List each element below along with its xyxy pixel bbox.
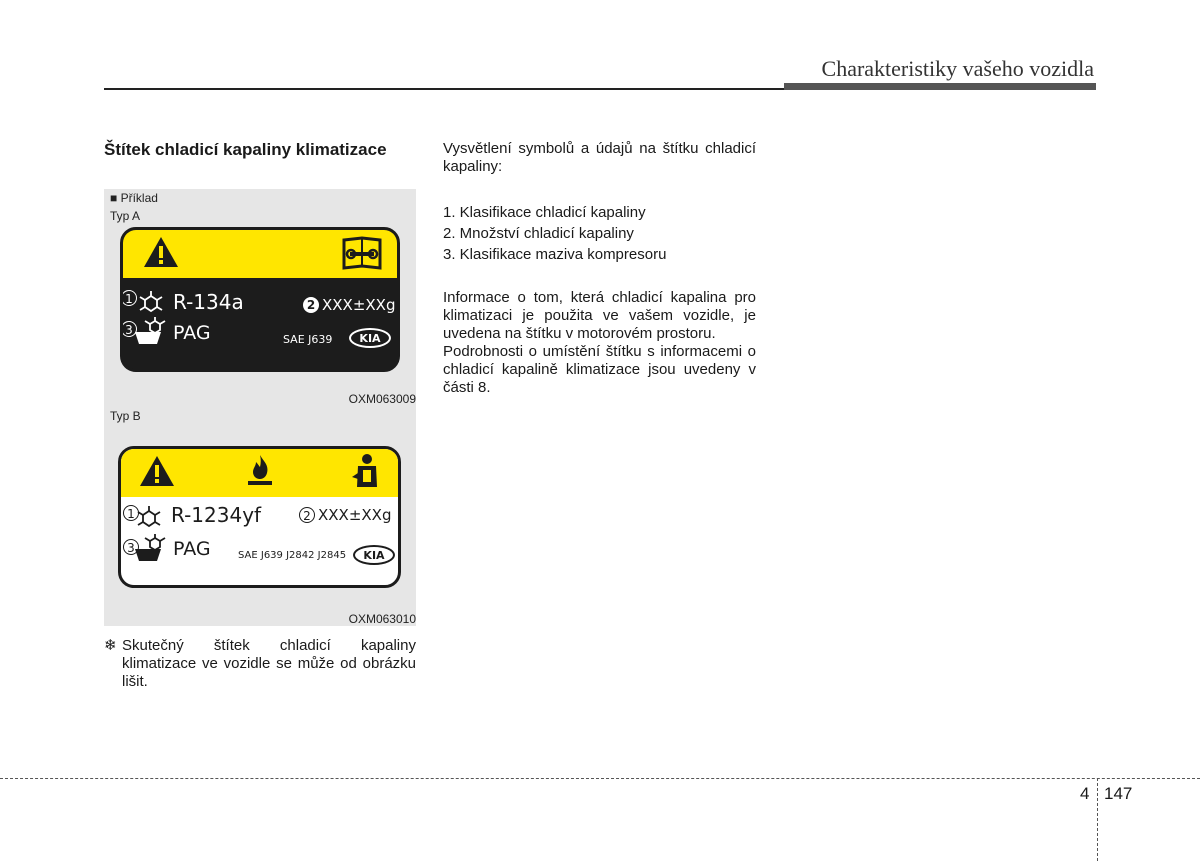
- footnote-text: Skutečný štítek chladicí kapaliny klimatizace ve vozidle se může od obrázku lišit.: [122, 637, 416, 690]
- refrigerant-amount: XXX±XXg: [322, 296, 396, 314]
- figure-code-a: OXM063009: [348, 392, 416, 406]
- oil-type: PAG: [173, 322, 211, 344]
- paragraph-location: Informace o tom, která chladicí kapalina pro klimatizaci je použita ve vašem vozidle, je uvedena na štítku v motorovém prostoru.: [443, 289, 756, 342]
- service-manual-icon: [341, 234, 383, 272]
- sae-standard: SAE J639 J2842 J2845: [238, 550, 347, 561]
- header-title: Charakteristiky vašeho vozidla: [821, 56, 1094, 81]
- callout-3: 3: [121, 321, 137, 337]
- refrigerant-icon: [135, 505, 163, 531]
- label-type-a: [120, 227, 400, 372]
- footer-rule: [0, 778, 1200, 779]
- figure-panel: [104, 189, 416, 626]
- label-type-b: [118, 446, 401, 588]
- kia-logo: KIA: [353, 545, 395, 565]
- page-number: 147: [1104, 784, 1133, 803]
- callout-1: 1: [121, 290, 137, 306]
- refrigerant-icon: [137, 290, 165, 316]
- list-item: 3. Klasifikace maziva kompresoru: [443, 246, 667, 263]
- callout-1: 1: [123, 505, 139, 521]
- compressor-oil-icon: [131, 316, 171, 346]
- figure-code-b: OXM063010: [348, 612, 416, 626]
- callout-2: 2: [299, 507, 315, 523]
- explanation-intro: Vysvětlení symbolů a údajů na štítku chladicí kapaliny:: [443, 140, 756, 175]
- explanation-list: [443, 202, 756, 265]
- label-warning-band: [123, 230, 397, 278]
- refrigerant-type: R-134a: [173, 290, 244, 314]
- sae-standard: SAE J639: [283, 333, 333, 346]
- footer-divider: [1097, 778, 1098, 861]
- explanation-paragraphs: [443, 289, 756, 397]
- snowflake-icon: ❄: [104, 637, 117, 654]
- header-rule-accent: [784, 83, 1096, 90]
- list-item: 1. Klasifikace chladicí kapaliny: [443, 204, 646, 221]
- label-warning-band: [121, 449, 398, 497]
- compressor-oil-icon: [131, 533, 171, 563]
- chapter-number: 4: [1080, 784, 1090, 803]
- qualified-technician-icon: [350, 453, 380, 489]
- oil-type: PAG: [173, 538, 211, 560]
- type-a-caption: Typ A: [110, 209, 141, 223]
- refrigerant-amount: XXX±XXg: [318, 506, 392, 524]
- example-label: ■ Příklad: [110, 191, 158, 205]
- section-title: Štítek chladicí kapaliny klimatizace: [104, 140, 387, 159]
- kia-logo: KIA: [349, 328, 391, 348]
- list-item: 2. Množství chladicí kapaliny: [443, 225, 634, 242]
- flammable-icon: [245, 453, 275, 487]
- refrigerant-type: R-1234yf: [171, 503, 262, 527]
- callout-3: 3: [123, 539, 139, 555]
- type-b-caption: Typ B: [110, 409, 141, 423]
- warning-triangle-icon: [139, 455, 175, 487]
- explanation-column: [443, 140, 756, 176]
- footnote: [104, 637, 416, 691]
- warning-triangle-icon: [143, 236, 179, 268]
- callout-2: 2: [303, 297, 319, 313]
- paragraph-details: Podrobnosti o umístění štítku s informacemi o chladicí kapalině klimatizace jsou uvedeny v části 8.: [443, 343, 756, 396]
